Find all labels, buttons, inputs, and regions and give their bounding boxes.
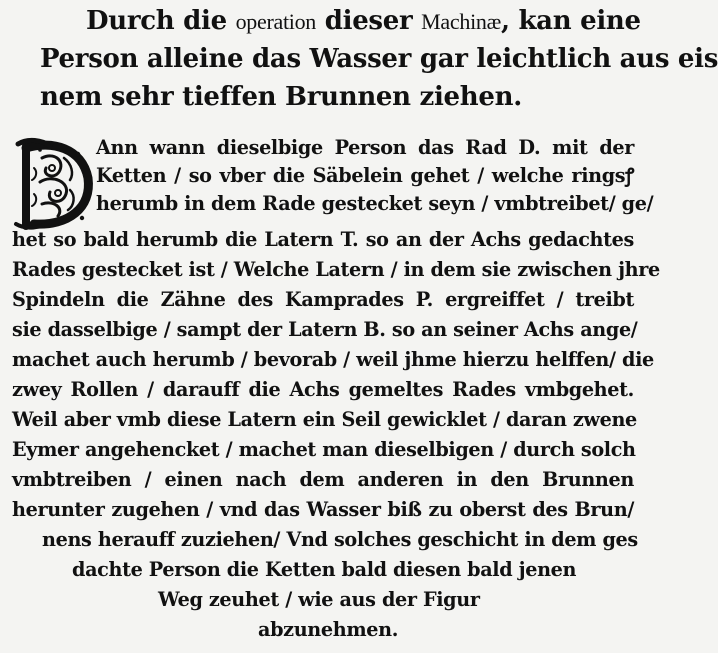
body-line: machet auch herumb / bevorab / weil jhme hierzu helffen/ die [12, 348, 654, 371]
body-line: Weg zeuhet / wie aus der Figur [158, 588, 480, 611]
body-line: het so bald herumb die Latern T. so an der Achs gedachtes [12, 228, 634, 251]
heading-antiqua-word: Machinæ [421, 9, 501, 34]
body-line: Rades gestecket ist / Welche Latern / in dem sie zwischen jhre [12, 258, 660, 281]
body-line: Ann wann dieselbige Person das Rad D. mit der [96, 136, 634, 159]
body-line: dachte Person die Ketten bald diesen bald jenen [72, 558, 577, 581]
heading-line-3: nem sehr tieffen Brunnen ziehen. [40, 82, 523, 112]
decorated-initial-d-icon [12, 138, 96, 230]
body-line: Spindeln die Zähne des Kamprades P. ergreiffet / treibt [12, 288, 634, 311]
body-line: herumb in dem Rade gestecket seyn / vmbtreibet/ ge/ [96, 192, 654, 215]
heading-text: dieser [315, 6, 422, 36]
heading-line-1 [86, 4, 641, 39]
body-line: nens herauff zuziehen/ Vnd solches geschicht in dem ges [42, 528, 638, 551]
body-line: sie dasselbige / sampt der Latern B. so an seiner Achs ange/ [12, 318, 638, 341]
heading-text: , kan eine [500, 6, 641, 36]
body-line: Ketten / so vber die Säbelein gehet / welche ringsꝭ [96, 164, 634, 187]
heading-line-2: Person alleine das Wasser gar leichtlich aus eis [40, 44, 718, 74]
body-line: zwey Rollen / darauff die Achs gemeltes Rades vmbgehet. [12, 378, 634, 401]
body-line: abzunehmen. [258, 618, 399, 641]
body-line: herunter zugehen / vnd das Wasser biß zu oberst des Brun/ [12, 498, 634, 521]
body-line: Weil aber vmb diese Latern ein Seil gewicklet / daran zwene [12, 408, 637, 431]
body-line: vmbtreiben / einen nach dem anderen in den Brunnen [12, 468, 634, 491]
body-line: Eymer angehencket / machet man dieselbigen / durch solch [12, 438, 636, 461]
heading-text: Durch die [86, 6, 236, 36]
heading-antiqua-word: operation [235, 9, 316, 34]
